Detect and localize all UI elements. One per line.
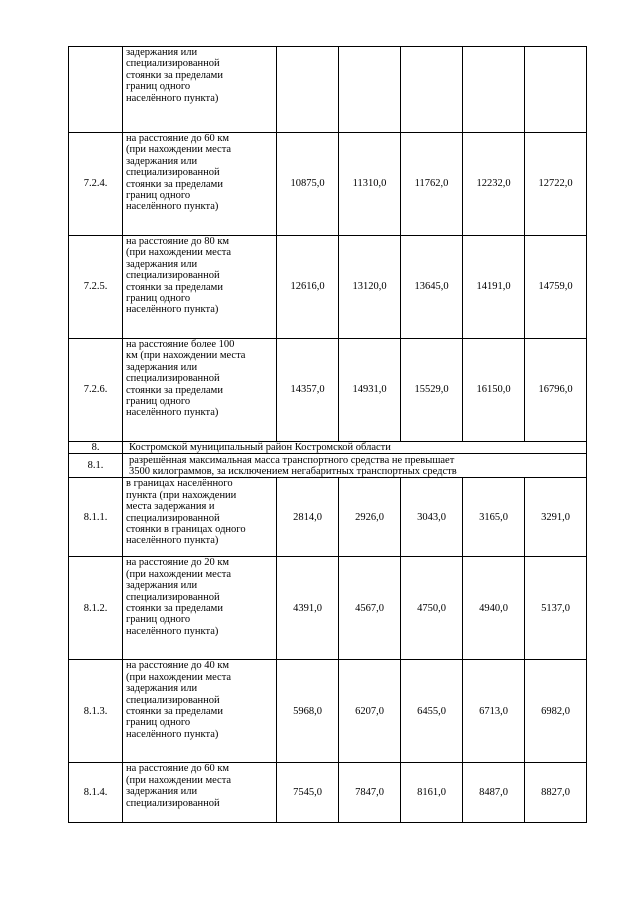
section-title: разрешённая максимальная масса транспортного средства не превышает 3500 килограммов, за исключением негабаритных транспортных средств (123, 454, 587, 478)
row-number: 8.1.3. (69, 660, 123, 763)
price-cell: 10875,0 (277, 133, 339, 236)
row-description: на расстояние до 60 км (при нахождении места задержания или специализированной (123, 763, 277, 823)
row-number: 8. (69, 442, 123, 454)
price-cell (277, 47, 339, 133)
price-cell: 15529,0 (401, 339, 463, 442)
tariff-table (68, 46, 587, 823)
row-description: на расстояние до 80 км (при нахождении места задержания или специализированной стоянки за пределами границ одного населённого пункта) (123, 236, 277, 339)
price-cell: 8161,0 (401, 763, 463, 823)
table-row (69, 339, 587, 442)
row-description: задержания или специализированной стоянки за пределами границ одного населённого пункта) (123, 47, 277, 133)
price-cell: 6207,0 (339, 660, 401, 763)
row-description: на расстояние более 100 км (при нахождении места задержания или специализированной стоянки за пределами границ одного населённого пункта) (123, 339, 277, 442)
price-cell: 16150,0 (463, 339, 525, 442)
price-cell: 4567,0 (339, 557, 401, 660)
price-cell (463, 47, 525, 133)
section-title: Костромской муниципальный район Костромской области (123, 442, 587, 454)
price-cell: 4940,0 (463, 557, 525, 660)
price-cell: 8827,0 (525, 763, 587, 823)
price-cell: 3165,0 (463, 478, 525, 557)
row-description: на расстояние до 40 км (при нахождении места задержания или специализированной стоянки за пределами границ одного населённого пункта) (123, 660, 277, 763)
price-cell: 6982,0 (525, 660, 587, 763)
table-row (69, 236, 587, 339)
price-cell: 14357,0 (277, 339, 339, 442)
row-number: 7.2.4. (69, 133, 123, 236)
price-cell (401, 47, 463, 133)
price-cell: 3043,0 (401, 478, 463, 557)
price-cell: 6713,0 (463, 660, 525, 763)
price-cell: 3291,0 (525, 478, 587, 557)
price-cell: 5968,0 (277, 660, 339, 763)
row-number: 8.1.1. (69, 478, 123, 557)
price-cell: 14931,0 (339, 339, 401, 442)
price-cell: 5137,0 (525, 557, 587, 660)
table-row (69, 660, 587, 763)
row-number: 7.2.6. (69, 339, 123, 442)
price-cell: 2926,0 (339, 478, 401, 557)
price-cell: 4391,0 (277, 557, 339, 660)
price-cell: 13645,0 (401, 236, 463, 339)
price-cell: 7847,0 (339, 763, 401, 823)
row-description: на расстояние до 20 км (при нахождении места задержания или специализированной стоянки за пределами границ одного населённого пункта) (123, 557, 277, 660)
price-cell: 7545,0 (277, 763, 339, 823)
row-number: 8.1.2. (69, 557, 123, 660)
price-cell (339, 47, 401, 133)
price-cell: 14759,0 (525, 236, 587, 339)
row-number: 8.1.4. (69, 763, 123, 823)
price-cell: 11762,0 (401, 133, 463, 236)
price-cell: 11310,0 (339, 133, 401, 236)
price-cell (525, 47, 587, 133)
table-row (69, 47, 587, 133)
price-cell: 13120,0 (339, 236, 401, 339)
price-cell: 2814,0 (277, 478, 339, 557)
row-description: в границах населённого пункта (при нахождении места задержания и специализированной стоянки в границах одного населённого пункта) (123, 478, 277, 557)
table-row (69, 763, 587, 823)
row-number: 8.1. (69, 454, 123, 478)
price-cell: 12616,0 (277, 236, 339, 339)
price-cell: 4750,0 (401, 557, 463, 660)
price-cell: 8487,0 (463, 763, 525, 823)
price-cell: 6455,0 (401, 660, 463, 763)
price-cell: 16796,0 (525, 339, 587, 442)
table-row (69, 478, 587, 557)
row-number: 7.2.5. (69, 236, 123, 339)
section-row (69, 442, 587, 454)
price-cell: 14191,0 (463, 236, 525, 339)
section-row (69, 454, 587, 478)
table-row (69, 133, 587, 236)
table-row (69, 557, 587, 660)
row-description: на расстояние до 60 км (при нахождении места задержания или специализированной стоянки за пределами границ одного населённого пункта) (123, 133, 277, 236)
row-number (69, 47, 123, 133)
price-cell: 12722,0 (525, 133, 587, 236)
price-cell: 12232,0 (463, 133, 525, 236)
tariff-table-body (69, 47, 587, 823)
